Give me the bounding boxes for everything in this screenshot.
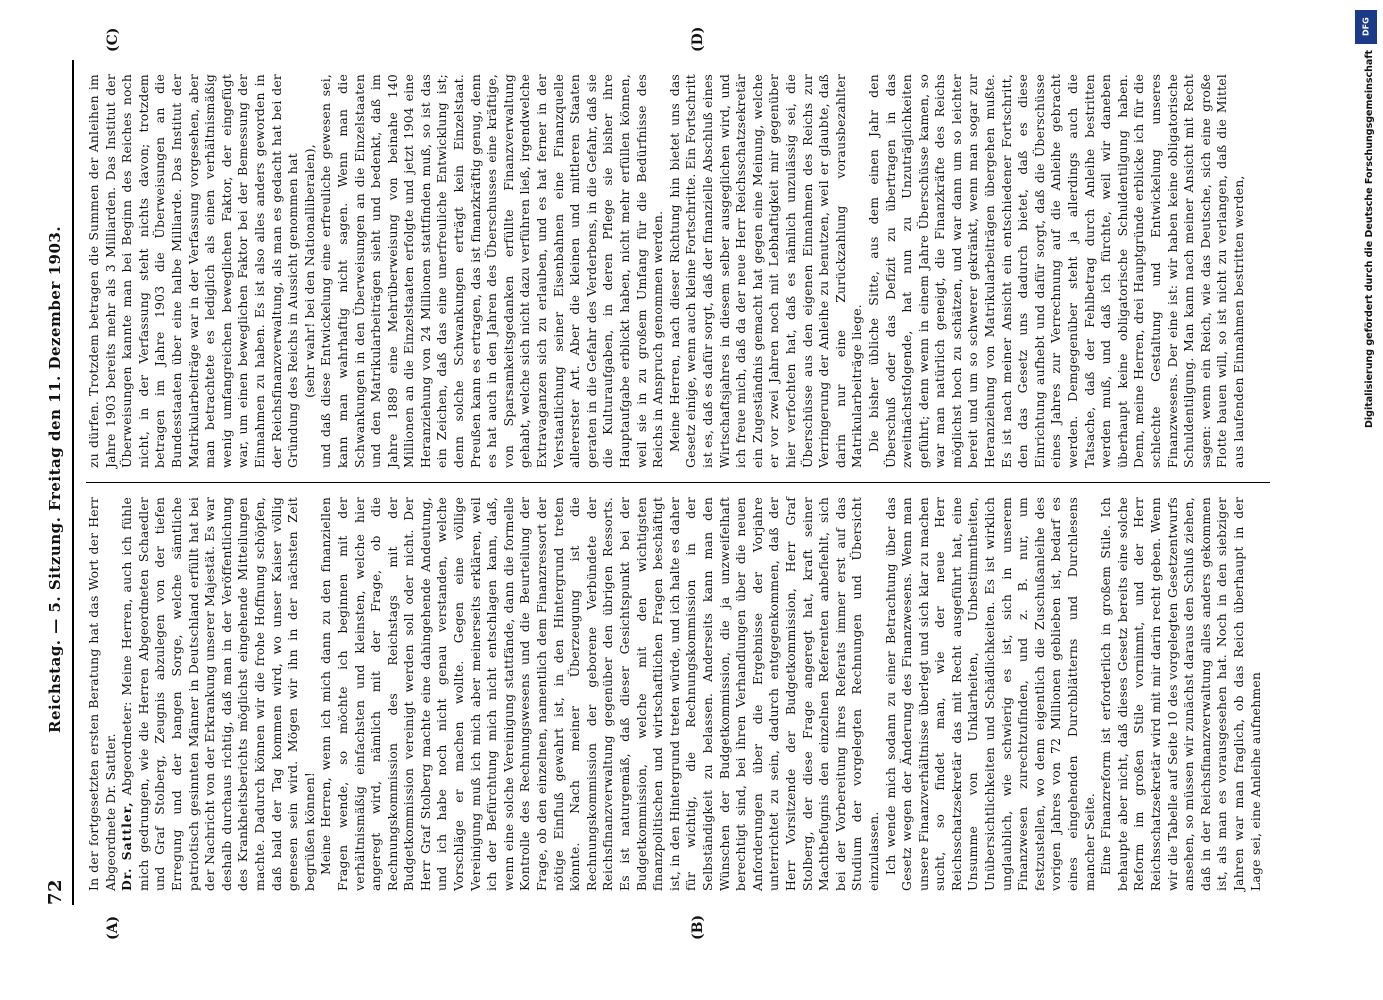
speech-text: Abgeordneter: Meine Herren, auch ich fühle mich gedrungen, wie die Herren Abgeordneten Schaedler und Graf Stolberg, Zeugnis abzulegen von der tiefen Erregung und der bangen Sorge, welche sämtliche patriotisch gesinnten Männer in Deutschland erfüllt hat bei der Nachricht von der Erkrankung unserer Majestät. Es war deshalb durchaus richtig, daß man in der Veröffentlichung des Krankheitsberichts möglichst eingehende Mitteilungen machte. Dadurch können wir die frohe Hoffnung schöpfen, daß bald der Tag kommen wird, wo unser Kaiser völlig genesen sein wird. Mögen wir ihn in der nächsten Zeit begrüßen können!: [119, 497, 317, 891]
paragraph: (sehr wahr! bei den Nationalliberalen),: [301, 144, 317, 398]
paragraph: und daß diese Entwickelung eine erfreuliche gewesen sei, kann man wahrhaftig nicht sagen. Wenn man die Schwankungen in den Überweisungen an die Einzelstaaten und den Matrikularbeiträgen sieht und bedenkt, daß im Jahre 1889 eine Mehrüberweisung von beinahe 140 Millionen an die Einzelstaaten erfolgte und jetzt 1904 eine Heranziehung von 24 Millionen stattfinden muß, so ist das ein Zeichen, daß das eine unerfreuliche Entwicklung ist; denn solche Schwankungen erträgt kein Einzelstaat. Preußen kann es ertragen, das ist finanzkräftig genug, denn es hat auch in den Jahren des Überschusses eine kräftige, von Sparsamkeitsgedanken erfüllte Finanzverwaltung gehabt, welche sich nicht dazu verführen ließ, irgendwelche Extravaganzen sich zu erlauben, und es hat ferner in der Verstaatlichung seiner Eisenbahnen eine Finanzquelle allererster Art. Aber die kleinen und mittleren Staaten geraten in die Gefahr des Verderbens, in die Gefahr, daß sie die Kulturaufgaben, in deren Pflege sie bisher ihre Hauptaufgabe erblickt haben, nicht mehr erfüllen können, weil sie in zu großem Umfang für die Bedürfnisse des Reichs in Anspruch genommen werden.: [318, 74, 666, 468]
paragraph: Die bisher übliche Sitte, aus dem einen Jahr den Überschuß oder das Defizit zu übertragen in das zweitnächstfolgende, hat nun zu Unzuträglichkeiten geführt; denn wenn in einem Jahre Überschüsse kamen, so war man natürlich geneigt, die Finanzkräfte des Reichs möglichst hoch zu schätzen, und war dann um so leichter bereit und um so schwerer gekränkt, wenn man sogar zur Heranziehung von Matrikularbeiträgen übergehen mußte. Es ist nach meiner Ansicht ein entschiedener Fortschritt, den das Gesetz uns dadurch bietet, daß es diese Einrichtung aufhebt und dafür sorgt, daß die Überschüsse eines Jahres zur Verrechnung auf die Anleihe gebracht werden. Demgegenüber steht ja allerdings auch die Tatsache, daß der Fehlbetrag durch Anleihe bestritten werden muß, und daß ich fürchte, weil wir daneben überhaupt keine obligatorische Schuldentilgung haben. Denn, meine Herren, drei Hauptgründe erblicke ich für die schlechte Gestaltung und Entwickelung unseres Finanzwesens. Der eine ist: wir haben keine obligatorische Schuldentilgung. Man kann nach meiner Ansicht mit Recht sagen: wenn ein Reich, wie das Deutsche, sich eine große Flotte bauen will, so ist nicht zu verlangen, daß die Mittel aus laufenden Einnahmen bestritten werden,: [865, 74, 1246, 468]
digitization-credit: Digitalisierung gefördert durch die Deutsche Forschungsgemeinschaft: [1364, 50, 1375, 428]
margin-mark-c: (C): [105, 27, 121, 52]
column-divider: [86, 482, 1270, 483]
margin-mark-b: (B): [690, 914, 706, 940]
header-rule: [72, 60, 74, 905]
right-column: [86, 60, 1270, 482]
margin-mark-a: (A): [105, 915, 121, 940]
dfg-logo: DFG: [1355, 10, 1377, 44]
paragraph: Meine Herren, nach dieser Richtung hin bietet uns das Gesetz einige, wenn auch kleine Fortschritte. Ein Fortschritt ist es, daß es dafür sorgt, daß der finanzielle Abschluß eines Wirtschaftsjahres in diesem selber ausgeglichen wird, und ich freue mich, daß da der neue Herr Reichsschatzsekretär ein Zugeständnis gemacht hat gegen eine Meinung, welche er vor zwei Jahren noch mit Lebhaftigkeit mir gegenüber hier verfochten hat, daß es nämlich unzulässig sei, die Überschüsse aus den eigenen Einnahmen des Reichs zur Verringerung der Anleihe zu benutzen, weil er glaubte, daß darin nur eine Zurückzahlung vorausbezahlter Matrikularbeiträge liege.: [666, 74, 865, 468]
paragraph: Meine Herren, wenn ich mich dann zu den finanziellen Fragen wende, so möchte ich beginnen mit der verhältnismäßig einfachsten und kleinsten, welche hier angeregt wird, nämlich mit der Frage, ob die Rechnungskommission des Reichstags mit der Budgetkommission vereinigt werden soll oder nicht. Der Herr Graf Stolberg machte eine dahingehende Andeutung, und ich habe noch nicht genau verstanden, welche Vorschläge er machen wollte. Gegen eine völlige Vereinigung muß ich mich aber meinerseits erklären, weil ich der Befürchtung mich nicht entschlagen kann, daß, wenn eine solche Vereinigung stattfände, dann die formelle Kontrolle des Rechnungswesens und die Beurteilung der Frage, ob den einzelnen, namentlich dem Finanzressort der nötige Einfluß gewahrt ist, in den Hintergrund treten könnte. Nach meiner Überzeugung ist die Rechnungskommission der geborene Verbündete der Reichsfinanzverwaltung gegenüber den übrigen Ressorts. Es ist naturgemäß, daß dieser Gesichtspunkt bei der Budgetkommission, welche mit den wichtigsten finanzpolitischen und wirtschaftlichen Fragen beschäftigt ist, in den Hintergrund treten würde, und ich halte es daher für wichtig, die Rechnungskommission in der Selbständigkeit zu belassen. Anderseits kann man den Wünschen der Budgetkommission, die ja unzweifelhaft berechtigt sind, bei ihren Verhandlungen über die neuen Anforderungen über die Ergebnisse der Vorjahre unterrichtet zu sein, dadurch entgegenkommen, daß der Herr Vorsitzende der Budgetkommission, Herr Graf Stolberg, der diese Frage angeregt hat, kraft seiner Machtbefugnis den einzelnen Referenten anbefiehlt, sich bei der Vorbereitung ihres Referats immer erst auf das Studium der vorgelegten Rechnungen und Übersicht einzulassen.: [318, 497, 881, 891]
page-number: 72: [44, 878, 66, 905]
paragraph: [119, 497, 318, 891]
text-columns: [86, 60, 1270, 905]
digitization-stamp: [1351, 10, 1379, 990]
paragraph: zu dürfen. Trotzdem betragen die Summen der Anleihen im Jahre 1903 bereits mehr als 3 Milliarden. Das Institut der Überweisungen kannte man bei Beginn des Reiches noch nicht, in der Verfassung steht nichts davon; trotzdem betragen im Jahre 1903 die Überweisungen an die Bundesstaaten über eine halbe Milliarde. Das Institut der Matrikularbeiträge war in der Verfassung vorgesehen, aber man betrachtete es lediglich als einen verhältnismäßig wenig umfangreichen beweglichen Faktor, der eingefügt war, um einen beweglichen Faktor bei der Bemessung der Einnahmen zu haben. Es ist also alles anders geworden in der Reichsfinanzverwaltung, als man es gedacht hat bei der Gründung des Reichs in Aussicht genommen hat: [86, 74, 301, 468]
paragraph: In der fortgesetzten ersten Beratung hat das Wort der Herr Abgeordnete Dr. Sattler.: [86, 497, 118, 891]
margin-mark-d: (D): [690, 26, 706, 52]
page-title: Reichstag. — 5. Sitzung. Freitag den 11. Dezember 1903.: [46, 225, 64, 734]
paragraph: Ich wende mich sodann zu einer Betrachtung über das Gesetz wegen der Änderung des Finanzwesens. Wenn man unsere Finanzverhältnisse überlegt und sich klar zu machen sucht, so findet man, wie der neue Herr Reichsschatzsekretär das mit Recht ausgeführt hat, eine Unsumme von Unklarheiten, Unbestimmtheiten, Unübersichtlichkeiten und Schädlichkeiten. Es ist wirklich unglaublich, wie schwierig es ist, sich in unserem Finanzwesen zurechtzufinden, und z. B. nur, um festzustellen, wo denn eigentlich die Zuschußanleihe des vorigen Jahres von 72 Millionen geblieben ist, bedarf es eines eingehenden Durchblätterns und Durchlesens mancher Seite.: [882, 497, 1097, 891]
paragraph: Eine Finanzreform ist erforderlich in großem Stile. Ich behaupte aber nicht, daß dieses Gesetz bereits eine solche Reform im großen Stile vornimmt, und der Herr Reichsschatzsekretär wird mit mir darin recht geben. Wenn wir die Tabelle auf Seite 10 des vorgelegten Gesetzentwurfs ansehen, so müssen wir zunächst daraus den Schluß ziehen, daß in der Reichsfinanzverwaltung alles anders gekommen ist, als man es vorausgesehen hat. Noch in den siebziger Jahren war man fraglich, ob das Reich überhaupt in der Lage sei, eine Anleihe aufnehmen: [1098, 497, 1263, 891]
speaker-name: Dr. Sattler,: [119, 801, 135, 891]
left-column: [86, 483, 1270, 905]
page-header: [40, 60, 70, 905]
